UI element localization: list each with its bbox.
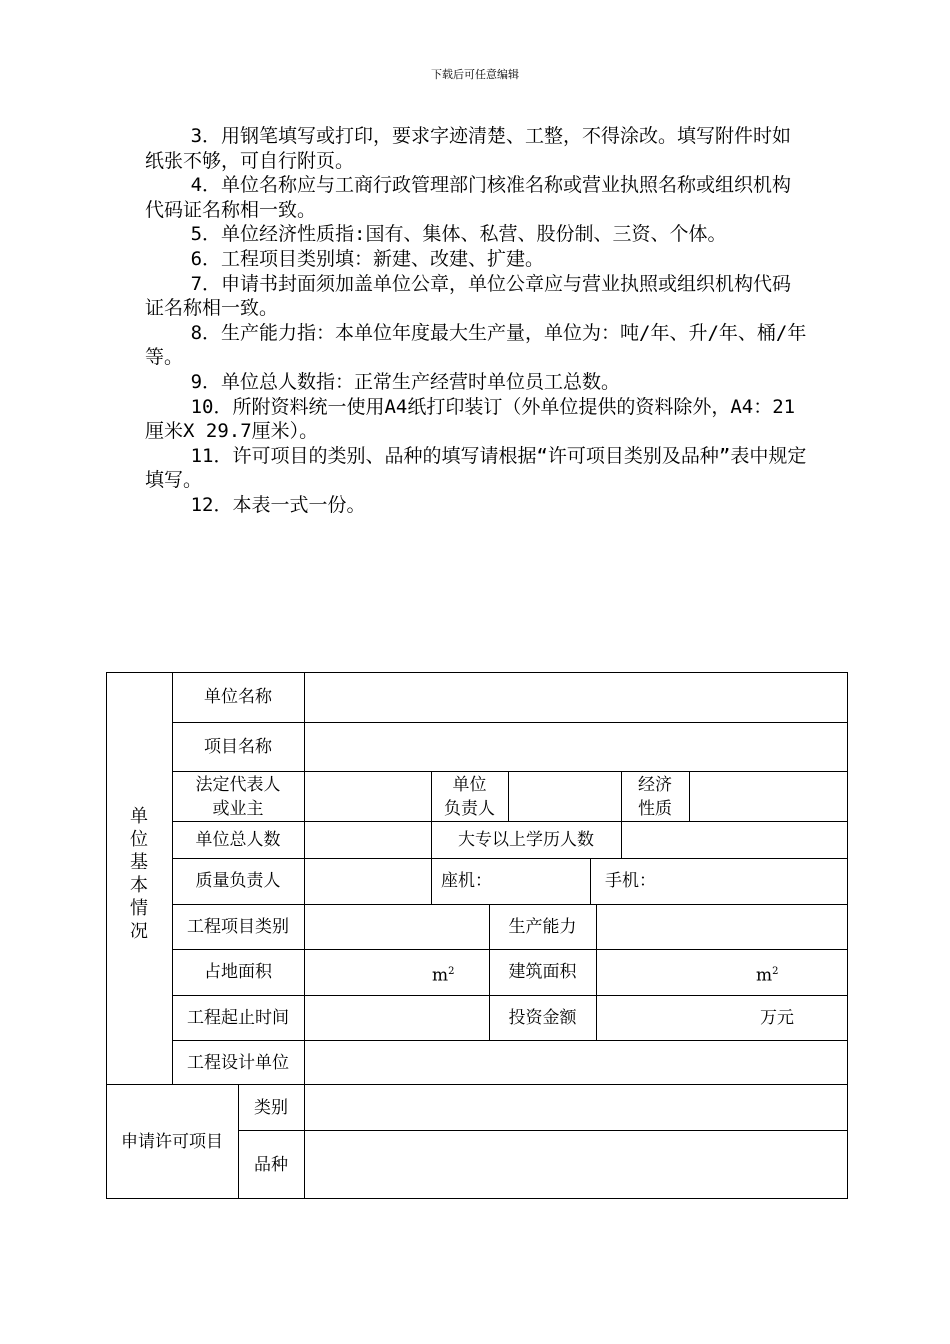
investment-label: 投资金额 [508, 1008, 577, 1028]
unit-name-field[interactable] [305, 673, 847, 722]
instruction-item: 7．申请书封面须加盖单位公章，单位公章应与营业执照或组织机构代码证名称相一致。 [145, 272, 792, 320]
building-area-unit: $m^2$ [756, 965, 779, 986]
category-label: 类别 [254, 1098, 288, 1118]
economic-nature-label: 经济 性质 [638, 775, 672, 819]
unit-leader-label: 单位 负责人 [444, 775, 495, 819]
project-name-label: 项目名称 [204, 737, 272, 757]
capacity-field[interactable] [597, 905, 847, 949]
instruction-item: 11．许可项目的类别、品种的填写请根据“许可项目类别及品种”表中规定填写。 [145, 444, 807, 492]
instruction-item: 4．单位名称应与工商行政管理部门核准名称或营业执照名称或组织机构代码证名称相一致。 [145, 174, 792, 221]
quality-manager-label: 质量负责人 [195, 871, 281, 891]
economic-nature-field[interactable] [690, 772, 847, 821]
variety-field[interactable] [305, 1131, 847, 1198]
total-staff-field[interactable] [305, 822, 431, 858]
instruction-item: 5．单位经济性质指:国有、集体、私营、股份制、三资、个体。 [190, 223, 727, 246]
instruction-item: 10．所附资料统一使用A4纸打印装订（外单位提供的资料除外，A4：21厘米X 29.7厘米）。 [145, 395, 796, 443]
permit-items-label: 申请许可项目 [121, 1132, 223, 1152]
section-basic-info-label: 单位基本情况 [130, 806, 148, 942]
college-staff-label: 大专以上学历人数 [458, 830, 594, 850]
total-staff-label: 单位总人数 [195, 830, 281, 850]
page-header: 下载后可任意编辑 [431, 68, 519, 81]
landline-label: 座机： [441, 871, 492, 891]
project-period-field[interactable] [305, 996, 489, 1040]
project-name-field[interactable] [305, 723, 847, 771]
instruction-item: 3．用钢笔填写或打印，要求字迹清楚、工整，不得涂改。填写附件时如纸张不够，可自行附页。 [145, 125, 792, 172]
instruction-item: 8．生产能力指：本单位年度最大生产量，单位为：吨/年、升/年、桶/年等。 [145, 321, 807, 369]
instruction-item: 6．工程项目类别填：新建、改建、扩建。 [190, 247, 545, 270]
instruction-item: 12．本表一式一份。 [190, 493, 366, 516]
unit-leader-field[interactable] [509, 772, 621, 821]
design-unit-label: 工程设计单位 [187, 1053, 289, 1073]
instruction-item: 9．单位总人数指：正常生产经营时单位员工总数。 [190, 370, 621, 393]
land-area-unit: $m^2$ [432, 965, 455, 986]
design-unit-field[interactable] [305, 1041, 847, 1084]
mobile-label: 手机： [605, 871, 656, 891]
project-category-label: 工程项目类别 [187, 917, 289, 937]
capacity-label: 生产能力 [508, 917, 577, 937]
college-staff-field[interactable] [622, 822, 847, 858]
instructions-list [145, 124, 810, 518]
project-category-field[interactable] [305, 905, 489, 949]
building-area-label: 建筑面积 [508, 962, 577, 982]
category-field[interactable] [305, 1085, 847, 1130]
unit-name-label: 单位名称 [204, 687, 272, 707]
variety-label: 品种 [254, 1155, 288, 1175]
legal-representative-field[interactable] [305, 772, 431, 821]
quality-manager-field[interactable] [305, 859, 431, 904]
legal-representative-label: 法定代表人 或业主 [195, 775, 281, 819]
investment-unit: 万元 [760, 1008, 794, 1028]
land-area-label: 占地面积 [204, 962, 272, 982]
project-period-label: 工程起止时间 [187, 1008, 289, 1028]
